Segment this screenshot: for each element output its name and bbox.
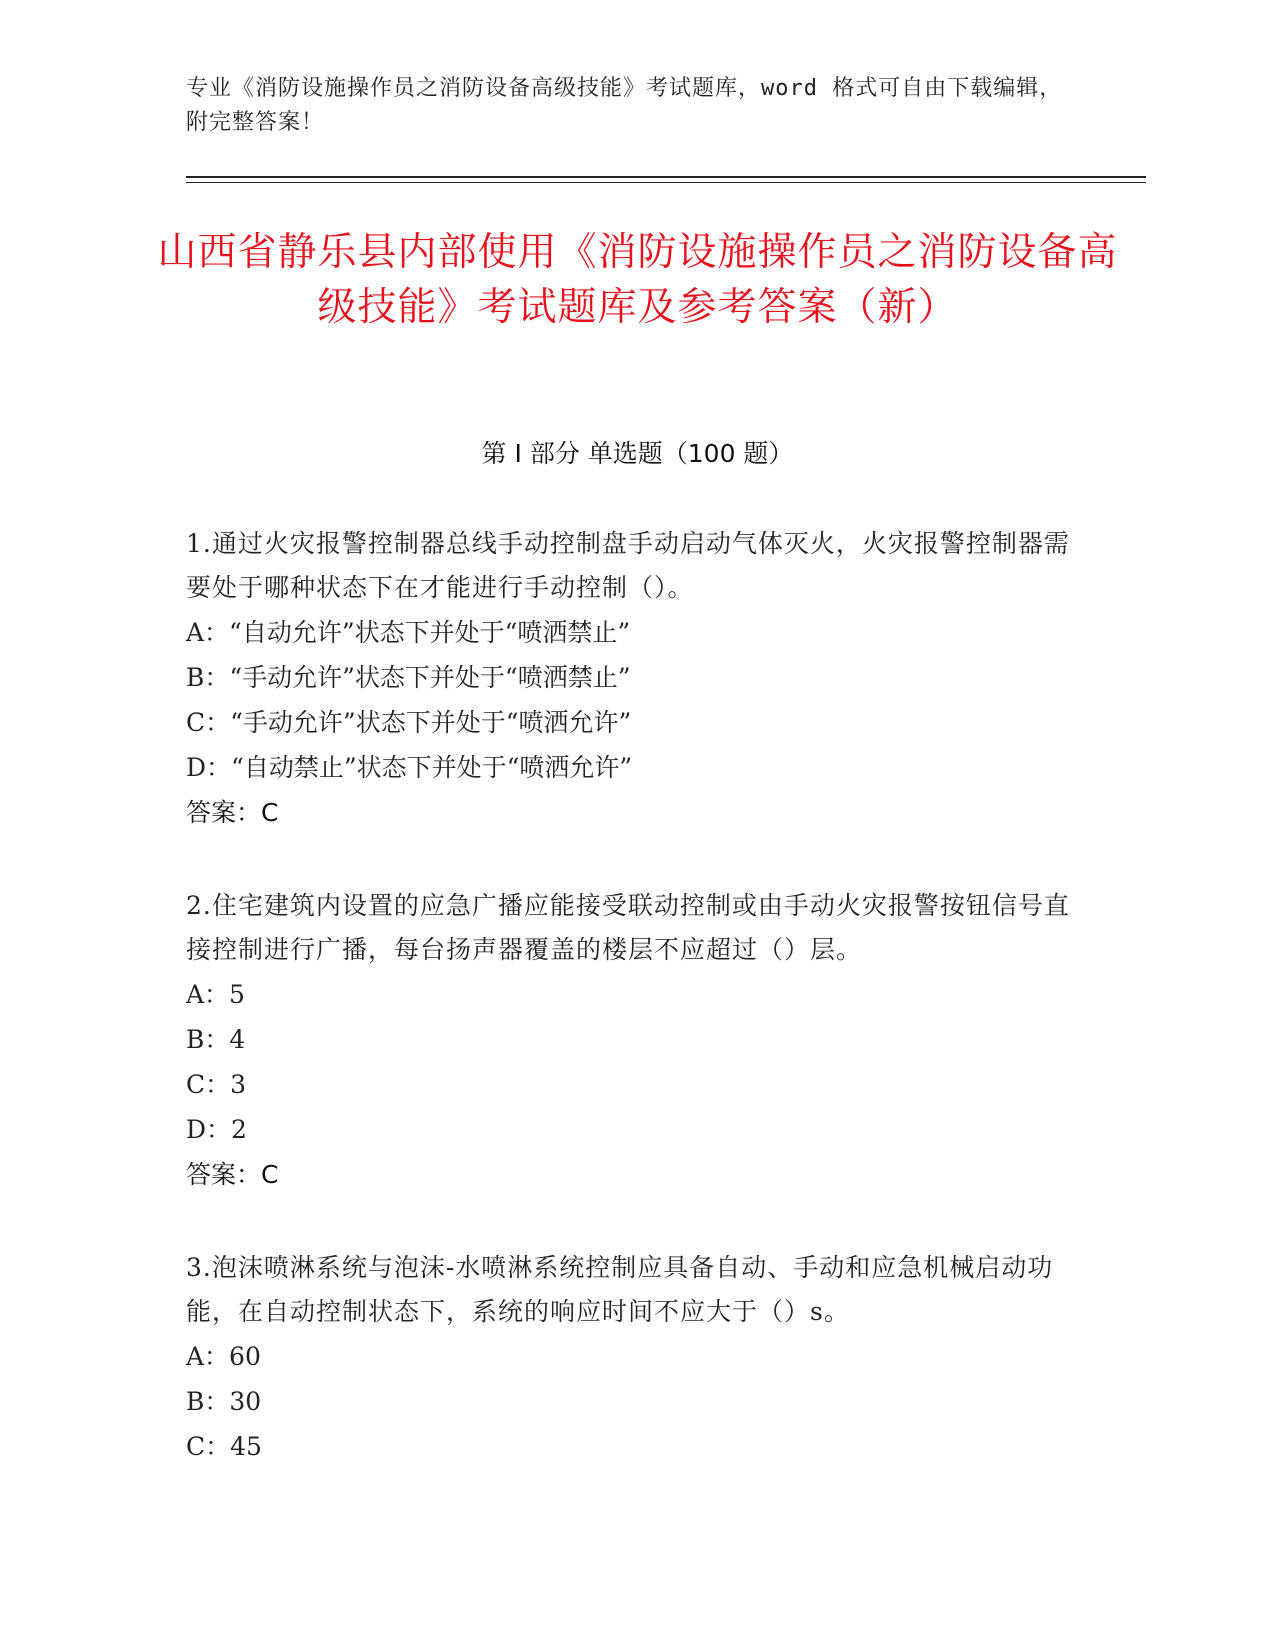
header-note: 专业《消防设施操作员之消防设备高级技能》考试题库，word 格式可自由下载编辑，附完整答案！ [186, 76, 1063, 135]
header-divider-thick [186, 176, 1146, 178]
section-heading: 第 I 部分 单选题（100 题） [481, 439, 794, 468]
option-a: A：5 [186, 980, 245, 1009]
answer-line: 答案：C [186, 1160, 279, 1189]
header-divider-thin [186, 182, 1146, 183]
option-d: D：2 [186, 1115, 247, 1144]
option-c: C：45 [186, 1432, 262, 1461]
option-b: B：“手动允许”状态下并处于“喷洒禁止” [186, 663, 631, 692]
option-c: C：3 [186, 1070, 247, 1099]
question-text: 2.住宅建筑内设置的应急广播应能接受联动控制或由手动火灾报警按钮信号直接控制进行广播，每台扬声器覆盖的楼层不应超过（）层。 [186, 891, 1070, 964]
option-d: D：“自动禁止”状态下并处于“喷洒允许” [186, 753, 633, 782]
option-a: A：60 [186, 1342, 261, 1371]
question-3 [186, 1246, 1086, 1469]
question-text: 1.通过火灾报警控制器总线手动控制盘手动启动气体灭火，火灾报警控制器需要处于哪种状态下在才能进行手动控制（）。 [186, 529, 1070, 602]
question-1 [186, 522, 1086, 836]
question-text: 3.泡沫喷淋系统与泡沫-水喷淋系统控制应具备自动、手动和应急机械启动功能，在自动控制状态下，系统的响应时间不应大于（）s。 [186, 1253, 1054, 1326]
option-a: A：“自动允许”状态下并处于“喷洒禁止” [186, 618, 631, 647]
answer-line: 答案：C [186, 798, 279, 827]
document-title: 山西省静乐县内部使用《消防设施操作员之消防设备高级技能》考试题库及参考答案（新） [157, 230, 1118, 330]
option-b: B：4 [186, 1025, 246, 1054]
option-c: C：“手动允许”状态下并处于“喷洒允许” [186, 708, 632, 737]
option-b: B：30 [186, 1387, 262, 1416]
question-2 [186, 884, 1086, 1198]
